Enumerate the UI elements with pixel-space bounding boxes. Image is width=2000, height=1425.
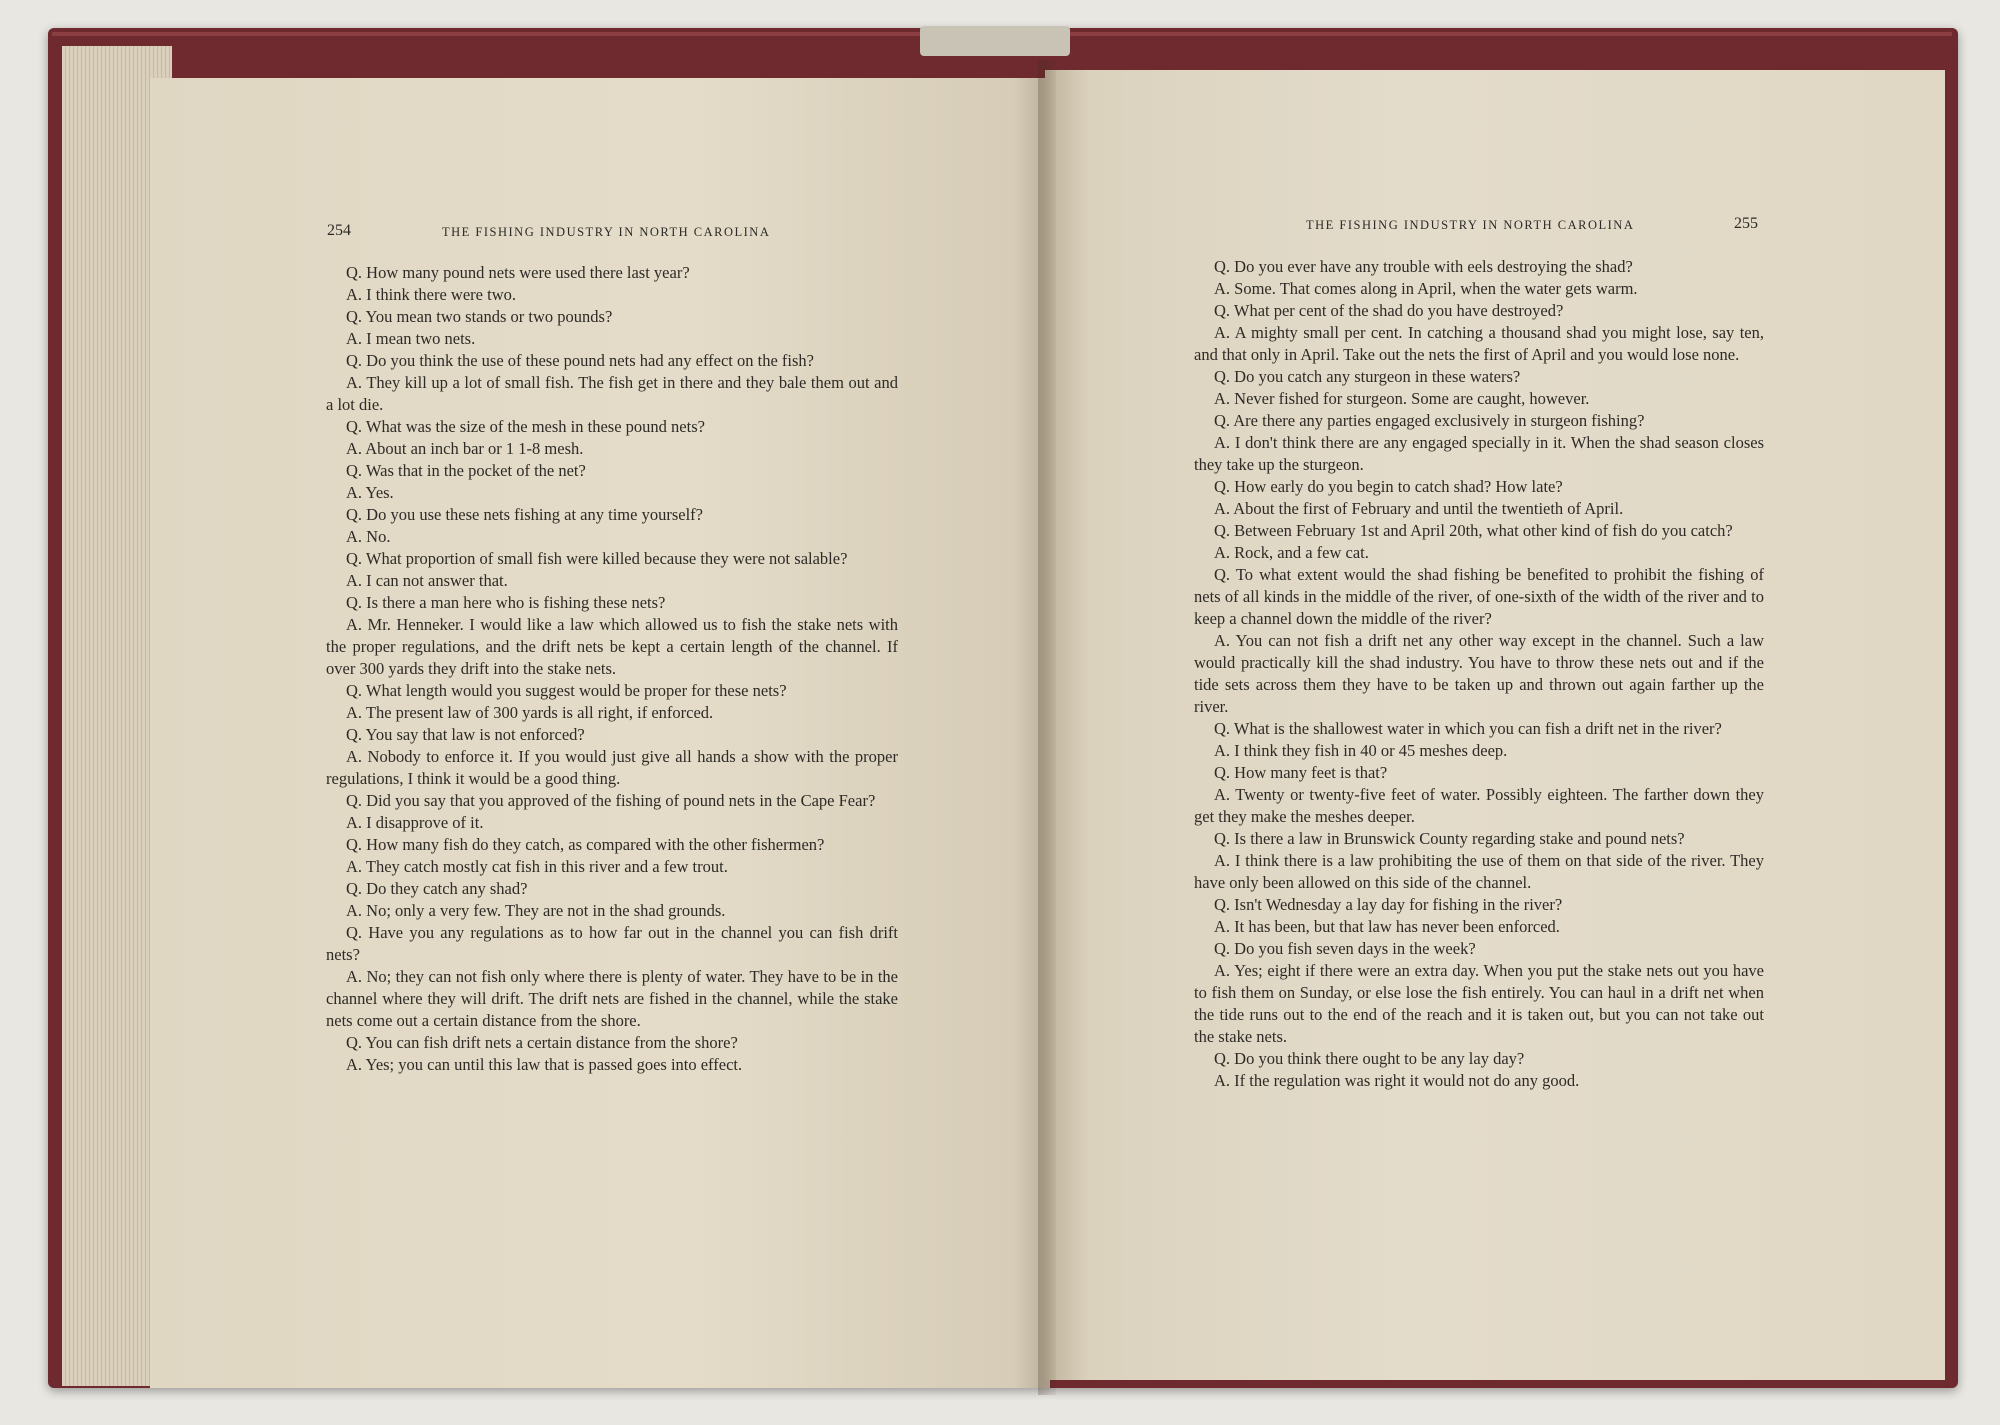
- paragraph: A. I don't think there are any engaged specially in it. When the shad season closes they take up the sturgeon.: [1194, 433, 1764, 474]
- left-running-head: THE FISHING INDUSTRY IN NORTH CAROLINA: [442, 225, 771, 239]
- paragraph: Q. How many fish do they catch, as compared with the other fishermen?: [346, 835, 825, 854]
- paragraph: Q. Do you think the use of these pound nets had any effect on the fish?: [346, 351, 815, 370]
- paragraph: A. Some. That comes along in April, when the water gets warm.: [1214, 279, 1638, 298]
- paragraph: Q. How many feet is that?: [1214, 763, 1388, 782]
- paragraph: A. About an inch bar or 1 1-8 mesh.: [346, 439, 584, 458]
- paragraph: A. No; they can not fish only where there is plenty of water. They have to be in the channel where they will drift. The drift nets are fished in the channel, while the stake nets come out a certain distance from the shore.: [326, 967, 898, 1030]
- book-gutter: [1038, 60, 1056, 1395]
- paragraph: Q. How many pound nets were used there last year?: [346, 263, 690, 282]
- paragraph: A. Nobody to enforce it. If you would just give all hands a show with the proper regulations, I think it would be a good thing.: [326, 747, 898, 788]
- paragraph: A. They kill up a lot of small fish. The fish get in there and they bale them out and a lot die.: [326, 373, 898, 414]
- paragraph: Q. Do you think there ought to be any lay day?: [1214, 1049, 1525, 1068]
- paragraph: Q. What is the shallowest water in which you can fish a drift net in the river?: [1214, 719, 1722, 738]
- paragraph: Q. Are there any parties engaged exclusively in sturgeon fishing?: [1214, 411, 1645, 430]
- spine-wear: [920, 26, 1070, 56]
- paragraph: A. It has been, but that law has never been enforced.: [1214, 917, 1560, 936]
- paragraph: A. Rock, and a few cat.: [1214, 543, 1369, 562]
- paragraph: Q. Was that in the pocket of the net?: [346, 461, 586, 480]
- paragraph: A. They catch mostly cat fish in this river and a few trout.: [346, 857, 728, 876]
- right-page-text: [1194, 256, 1764, 1092]
- paragraph: A. You can not fish a drift net any other way except in the channel. Such a law would practically kill the shad industry. You have to throw these nets out and if the tide sets across them they have to be taken up and thrown out again farther up the river.: [1194, 631, 1764, 716]
- right-running-head: THE FISHING INDUSTRY IN NORTH CAROLINA: [1306, 218, 1635, 232]
- paragraph: A. Yes; eight if there were an extra day. When you put the stake nets out you have to fish them on Sunday, or else lose the fish entirely. You can haul in a drift net when the tide runs out to the end of the reach and it is taken out, but you can not take out the stake nets.: [1194, 961, 1764, 1046]
- paragraph: A. A mighty small per cent. In catching a thousand shad you might lose, say ten, and that only in April. Take out the nets the first of April and you would lose none.: [1194, 323, 1764, 364]
- paragraph: A. If the regulation was right it would not do any good.: [1214, 1071, 1580, 1090]
- paragraph: Q. How early do you begin to catch shad? How late?: [1214, 477, 1563, 496]
- paragraph: A. I mean two nets.: [346, 329, 476, 348]
- paragraph: A. I think there were two.: [346, 285, 516, 304]
- paragraph: A. I disapprove of it.: [346, 813, 484, 832]
- paragraph: A. I can not answer that.: [346, 571, 508, 590]
- paragraph: Q. Did you say that you approved of the fishing of pound nets in the Cape Fear?: [346, 791, 876, 810]
- paragraph: A. Mr. Henneker. I would like a law which allowed us to fish the stake nets with the proper regulations, and the drift nets be kept a certain length of the channel. If over 300 yards they drift into the stake nets.: [326, 615, 898, 678]
- paragraph: Q. Isn't Wednesday a lay day for fishing in the river?: [1214, 895, 1563, 914]
- paragraph: Q. Is there a man here who is fishing these nets?: [346, 593, 666, 612]
- paragraph: Q. You mean two stands or two pounds?: [346, 307, 613, 326]
- paragraph: Q. Do you catch any sturgeon in these waters?: [1214, 367, 1521, 386]
- paragraph: A. Twenty or twenty-five feet of water. Possibly eighteen. The farther down they get they make the meshes deeper.: [1194, 785, 1764, 826]
- paragraph: A. The present law of 300 yards is all right, if enforced.: [346, 703, 714, 722]
- paragraph: A. Yes; you can until this law that is passed goes into effect.: [346, 1055, 743, 1074]
- left-page-number: 254: [327, 222, 351, 239]
- paragraph: A. No; only a very few. They are not in the shad grounds.: [346, 901, 726, 920]
- paragraph: Q. Do they catch any shad?: [346, 879, 528, 898]
- paragraph: Q. Is there a law in Brunswick County regarding stake and pound nets?: [1214, 829, 1685, 848]
- paragraph: Q. Between February 1st and April 20th, what other kind of fish do you catch?: [1214, 521, 1733, 540]
- paragraph: Q. You say that law is not enforced?: [346, 725, 585, 744]
- left-page-text: [326, 262, 898, 1076]
- paragraph: Q. Do you fish seven days in the week?: [1214, 939, 1476, 958]
- paragraph: A. No.: [346, 527, 391, 546]
- paragraph: Q. What per cent of the shad do you have destroyed?: [1214, 301, 1564, 320]
- right-page-number: 255: [1734, 215, 1758, 232]
- paragraph: Q. You can fish drift nets a certain distance from the shore?: [346, 1033, 738, 1052]
- paragraph: A. Yes.: [346, 483, 394, 502]
- paragraph: A. Never fished for sturgeon. Some are caught, however.: [1214, 389, 1590, 408]
- paragraph: Q. Do you ever have any trouble with eels destroying the shad?: [1214, 257, 1633, 276]
- paragraph: Q. What length would you suggest would be proper for these nets?: [346, 681, 787, 700]
- paragraph: A. I think they fish in 40 or 45 meshes deep.: [1214, 741, 1508, 760]
- paragraph: Q. To what extent would the shad fishing be benefited to prohibit the fishing of nets of all kinds in the middle of the river, of one-sixth of the width of the river and to keep a channel down the middle of the river?: [1194, 565, 1764, 628]
- paragraph: A. I think there is a law prohibiting the use of them on that side of the river. They have only been allowed on this side of the channel.: [1194, 851, 1764, 892]
- paragraph: Q. What was the size of the mesh in these pound nets?: [346, 417, 705, 436]
- paragraph: Q. Have you any regulations as to how far out in the channel you can fish drift nets?: [326, 923, 898, 964]
- paragraph: Q. What proportion of small fish were killed because they were not salable?: [346, 549, 848, 568]
- paragraph: Q. Do you use these nets fishing at any time yourself?: [346, 505, 703, 524]
- paragraph: A. About the first of February and until the twentieth of April.: [1214, 499, 1624, 518]
